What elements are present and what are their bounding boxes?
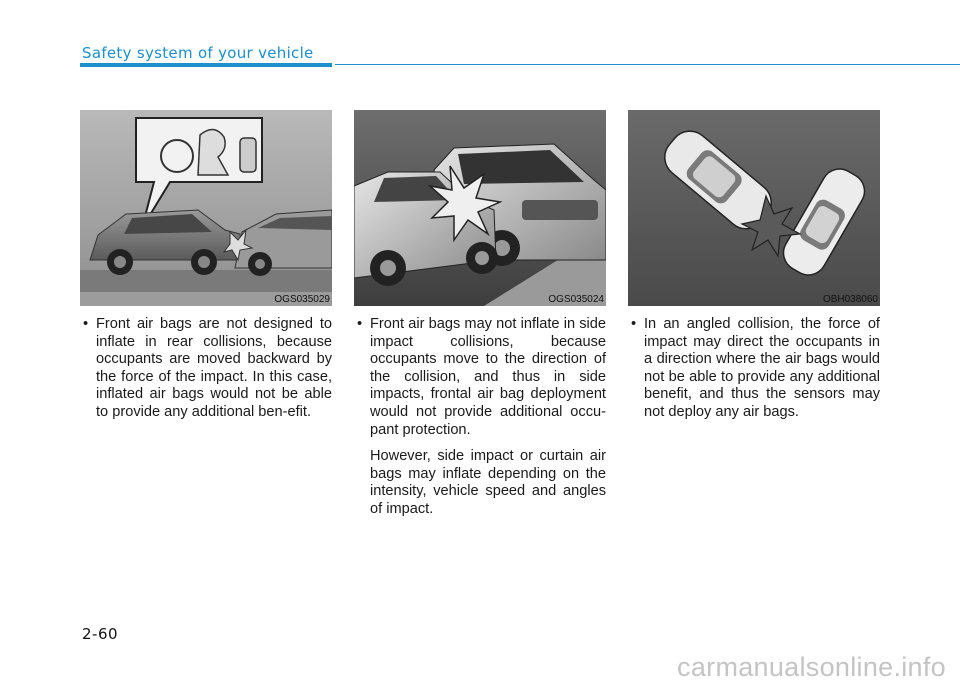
section-title: Safety system of your vehicle xyxy=(82,44,314,62)
header-rule-thin xyxy=(335,64,960,65)
bullet-dot-icon: • xyxy=(357,316,363,332)
bullet-paragraph xyxy=(628,316,880,422)
text-column-side-impact xyxy=(354,316,606,519)
bullet-text: Front air bags are not designed to inflate in rear collisions, because occupants are moved backward by the force of the impact. In this case, inflated air bags would not be able to provide any additional ben-efit. xyxy=(96,316,332,420)
bullet-text: In an angled collision, the force of impact may direct the occupants in a direction where the air bags would not be able to provide any additional benefit, and thus the sensors may not deploy any air bags. xyxy=(644,316,880,420)
bullet-paragraph xyxy=(80,316,332,422)
figure-caption: OBH038060 xyxy=(822,294,878,305)
figure-caption: OGS035029 xyxy=(274,294,330,305)
text-column-rear-collision xyxy=(80,316,332,422)
bullet-dot-icon: • xyxy=(631,316,637,332)
figure-rear-collision xyxy=(80,110,332,306)
follow-up-paragraph: However, side impact or curtain air bags may inflate depending on the intensity, vehicle speed and angles of impact. xyxy=(370,448,606,517)
figure-angled-collision xyxy=(628,110,880,306)
page-number: 2-60 xyxy=(82,625,119,643)
text-column-angled-collision xyxy=(628,316,880,422)
header-rule-thick xyxy=(80,63,332,67)
figure-caption: OGS035024 xyxy=(548,294,604,305)
bullet-dot-icon: • xyxy=(83,316,89,332)
bullet-text: Front air bags may not inflate in side impact collisions, because occupants move to the direction of the collision, and thus in side impacts, frontal air bag deployment would not provide additional occu-pant protection. xyxy=(370,316,606,438)
bullet-paragraph xyxy=(354,316,606,439)
figure-side-impact xyxy=(354,110,606,306)
site-watermark: carmanualsonline.info xyxy=(677,652,946,682)
